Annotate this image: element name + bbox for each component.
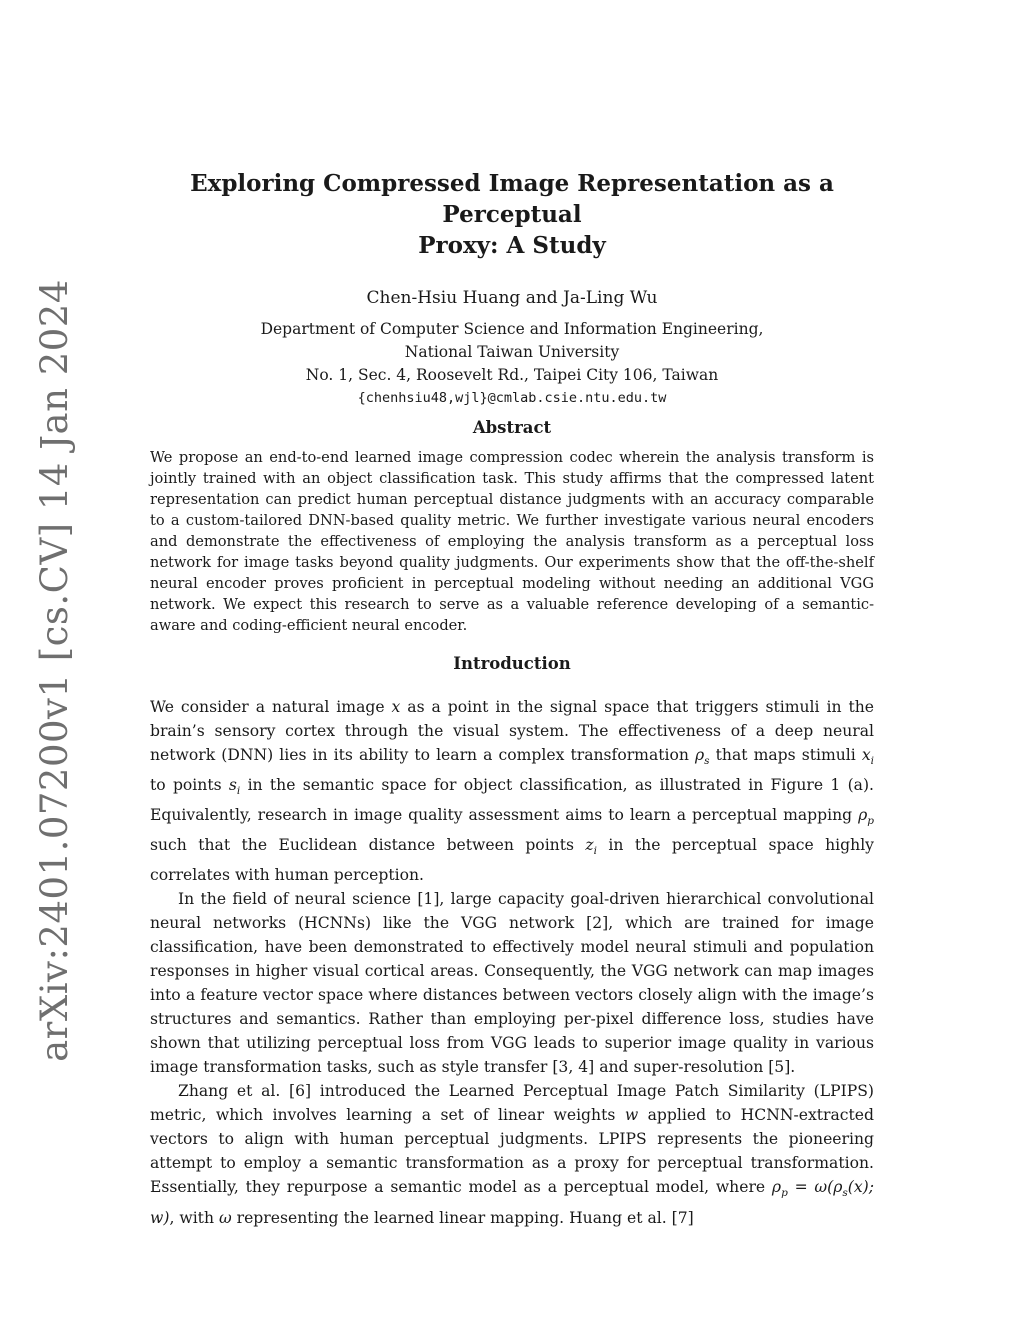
lpips-equation: $\rho_p = \omega(\rho_s(x)$; w) (150, 1178, 874, 1227)
affiliation-department: Department of Computer Science and Information Engineering, (260, 320, 764, 338)
intro-paragraph-1: We consider a natural image x as a point in the signal space that triggers stimuli in the brain’s sensory cortex through the visual system. The effectiveness of a deep neural network (DNN) lies in its ability to learn a complex transformation $\rho_s$ that maps stimuli $x_i$ to points $s_i$ in the semantic space for object classification, as illustrated in Figure 1 (a). Equivalently, research in image quality assessment aims to learn a perceptual mapping $\rho_p$ such that the Euclidean distance between points $z_i$ in the perceptual space highly correlates with human perception. (150, 698, 874, 885)
paper-page (150, 168, 874, 1230)
affiliation-address: No. 1, Sec. 4, Roosevelt Rd., Taipei City 106, Taiwan (305, 366, 719, 384)
abstract-text: We propose an end-to-end learned image compression codec wherein the analysis transform is jointly trained with an object classification task. This study affirms that the compressed latent representation can predict human perceptual distance judgments with an accuracy comparable to a custom-tailored DNN-based quality metric. We further investigate various neural encoders and demonstrate the effectiveness of employing the analysis transform as a perceptual loss network for image tasks beyond quality judgments. Our experiments show that the off-the-shelf neural encoder proves proficient in perceptual modeling without needing an additional VGG network. We expect this research to serve as a valuable reference developing of a semantic-aware and coding-efficient neural encoder. (150, 449, 874, 634)
intro-paragraph-2: In the field of neural science [1], large capacity goal-driven hierarchical convolutional neural networks (HCNNs) like the VGG network [2], which are trained for image classification, have been demonstrated to effectively model neural stimuli and population responses in higher visual cortical areas. Consequently, the VGG network can map images into a feature vector space where distances between vectors closely align with the image’s structures and semantics. Rather than employing per-pixel difference loss, studies have shown that utilizing perceptual loss from VGG leads to superior image quality in various image transformation tasks, such as style transfer [3, 4] and super-resolution [5]. (150, 890, 874, 1077)
title-line-1: Exploring Compressed Image Representation as a Perceptual (190, 170, 834, 228)
abstract-section (150, 418, 874, 636)
title-line-2: Proxy: A Study (418, 232, 606, 259)
affiliation-university: National Taiwan University (404, 343, 620, 361)
intro-paragraph-3: Zhang et al. [6] introduced the Learned Perceptual Image Patch Similarity (LPIPS) metric, which involves learning a set of linear weights w applied to HCNN-extracted vectors to align with human perceptual judgments. LPIPS represents the pioneering attempt to employ a semantic transformation as a proxy for perceptual transformation. Essentially, they repurpose a semantic model as a perceptual model, where $\rho_p = \omega(\rho_s(x)$; w), with ω representing the learned linear mapping. Huang et al. [7] (150, 1082, 874, 1227)
author-email: {chenhsiu48,wjl}@cmlab.csie.ntu.edu.tw (357, 390, 667, 406)
introduction-section (150, 654, 874, 1230)
author-list: Chen-Hsiu Huang and Ja-Ling Wu (366, 288, 658, 308)
arxiv-side-stamp (30, 278, 78, 1062)
introduction-heading: Introduction (453, 654, 571, 673)
arxiv-identifier: arXiv:2401.07200v1 [cs.CV] 14 Jan 2024 (32, 278, 76, 1062)
affiliation-block (150, 318, 874, 410)
abstract-heading: Abstract (472, 418, 552, 437)
paper-title (150, 168, 874, 261)
